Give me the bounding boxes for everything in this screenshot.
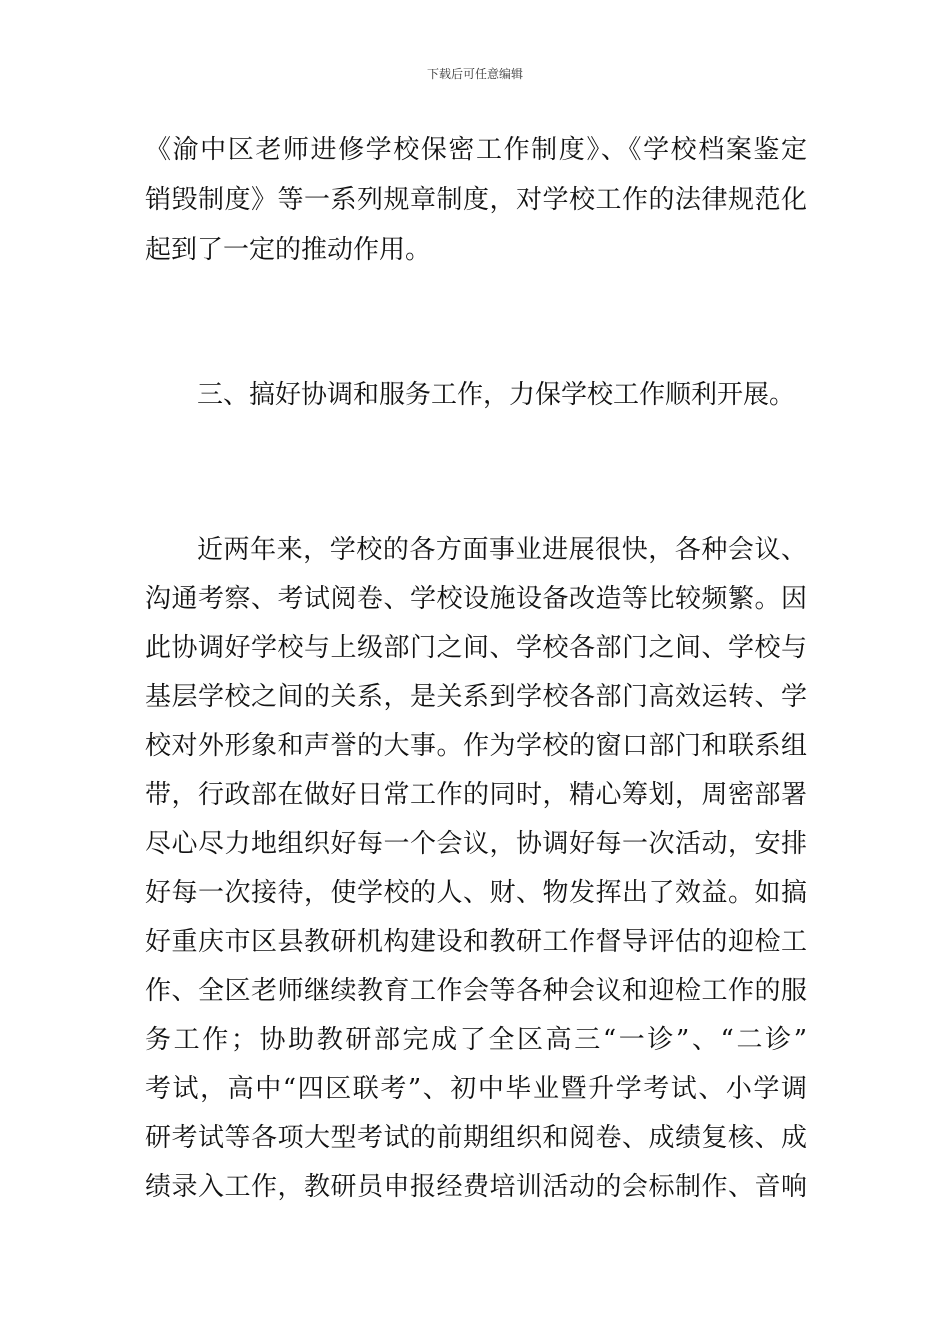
paragraph-line: 好每一次接待，使学校的人、财、物发挥出了效益。如搞 bbox=[145, 878, 807, 908]
paragraph-line: 考试，高中“四区联考”、初中毕业暨升学考试、小学调 bbox=[145, 1074, 807, 1104]
paragraph-line: 起到了一定的推动作用。 bbox=[145, 235, 432, 265]
paragraph-line: 研考试等各项大型考试的前期组织和阅卷、成绩复核、成 bbox=[145, 1123, 807, 1153]
paragraph-line: 绩录入工作，教研员申报经费培训活动的会标制作、音响 bbox=[145, 1172, 807, 1202]
paragraph-line: 近两年来，学校的各方面事业进展很快，各种会议、 bbox=[197, 535, 807, 565]
paragraph-line: 沟通考察、考试阅卷、学校设施设备改造等比较频繁。因 bbox=[145, 584, 807, 614]
paragraph-line: 校对外形象和声誉的大事。作为学校的窗口部门和联系组 bbox=[145, 731, 807, 761]
header-note: 下载后可任意编辑 bbox=[426, 67, 523, 81]
paragraph-line: 作、全区老师继续教育工作会等各种会议和迎检工作的服 bbox=[145, 976, 807, 1006]
paragraph-line: 带，行政部在做好日常工作的同时，精心筹划，周密部署 bbox=[145, 780, 807, 810]
paragraph-line: 务工作；协助教研部完成了全区高三“一诊”、“二诊” bbox=[145, 1025, 807, 1055]
paragraph-line: 《渝中区老师进修学校保密工作制度》、《学校档案鉴定 bbox=[145, 135, 807, 165]
section-heading: 三、搞好协调和服务工作，力保学校工作顺利开展。 bbox=[197, 380, 796, 410]
paragraph-line: 基层学校之间的关系，是关系到学校各部门高效运转、学 bbox=[145, 682, 807, 712]
paragraph-line: 此协调好学校与上级部门之间、学校各部门之间、学校与 bbox=[145, 633, 807, 663]
paragraph-line: 尽心尽力地组织好每一个会议，协调好每一次活动，安排 bbox=[145, 829, 807, 859]
paragraph-line: 销毁制度》等一系列规章制度，对学校工作的法律规范化 bbox=[145, 185, 807, 215]
paragraph-line: 好重庆市区县教研机构建设和教研工作督导评估的迎检工 bbox=[145, 927, 807, 957]
